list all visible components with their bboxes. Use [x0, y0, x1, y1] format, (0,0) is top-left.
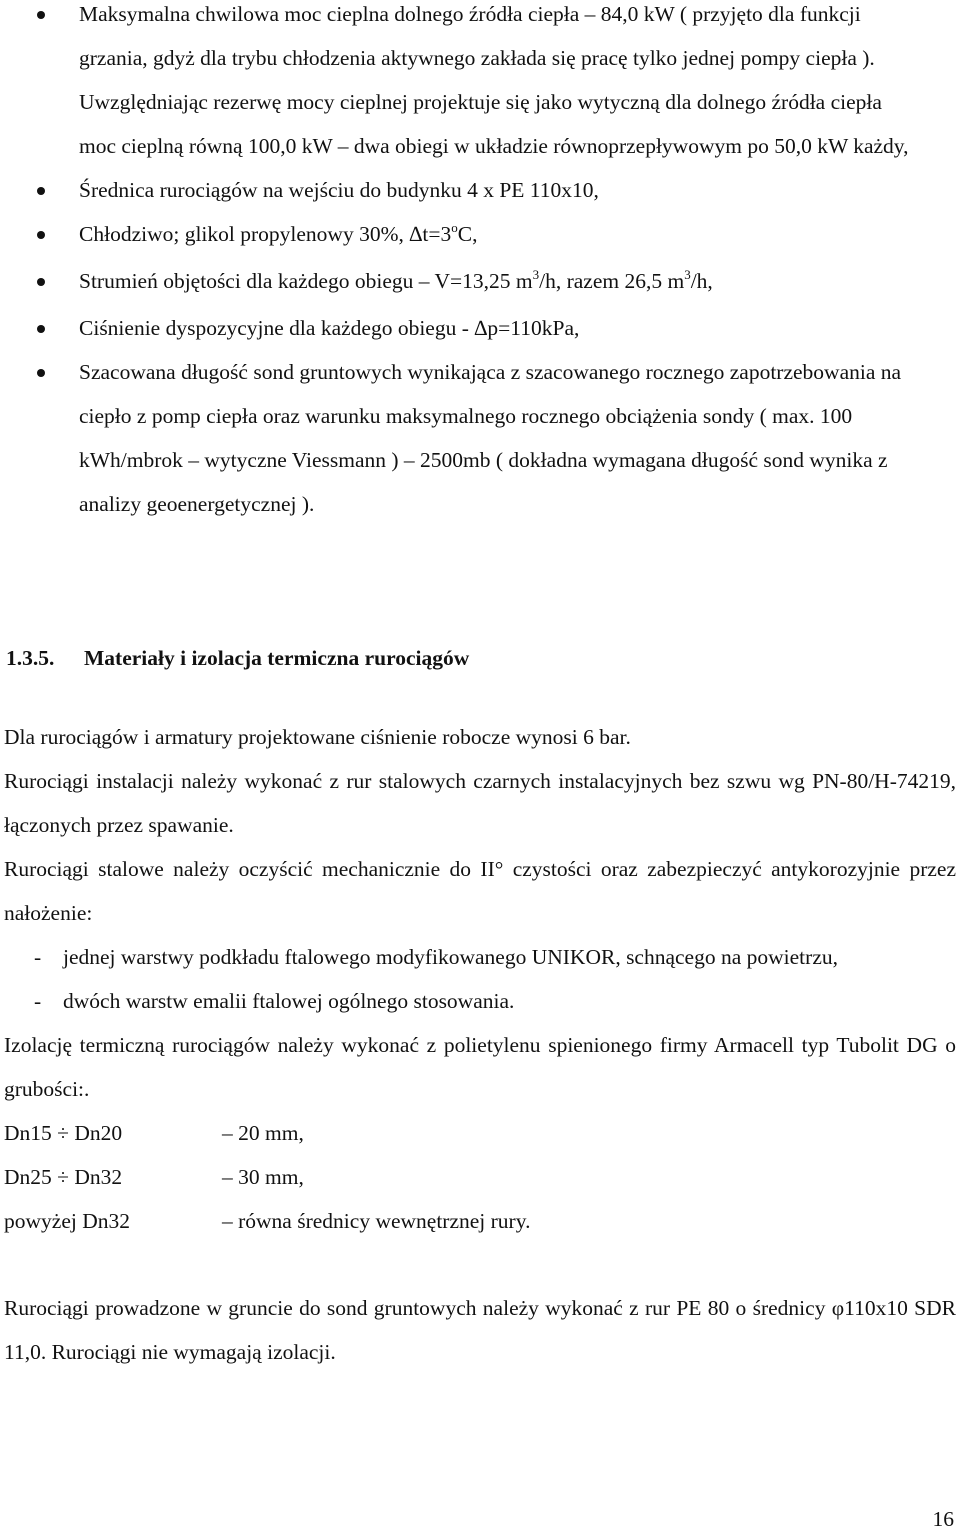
- list-item-text: /h, razem 26,5 m: [539, 269, 685, 293]
- insulation-range: Dn15 ÷ Dn20: [4, 1121, 123, 1145]
- list-item-text: /h,: [690, 269, 713, 293]
- section-heading: [6, 636, 469, 680]
- dash-marker: -: [34, 945, 42, 969]
- dash-list-text: dwóch warstw emalii ftalowej ogólnego stosowania.: [63, 989, 515, 1013]
- paragraph: Dla rurociągów i armatury projektowane ciśnienie robocze wynosi 6 bar.: [4, 725, 631, 749]
- paragraph: Rurociągi stalowe należy oczyścić mechanicznie do II° czystości oraz zabezpieczyć antykorozyjnie przez nałożenie:: [4, 857, 956, 925]
- list-item: [0, 350, 960, 526]
- insulation-range: Dn25 ÷ Dn32: [4, 1165, 123, 1189]
- list-item-text: Ciśnienie dyspozycyjne dla każdego obiegu - ∆p=110kPa,: [79, 316, 580, 340]
- insulation-range: powyżej Dn32: [4, 1209, 130, 1233]
- list-item: [0, 0, 960, 168]
- insulation-row: [4, 1111, 956, 1155]
- paragraph: Rurociągi prowadzone w gruncie do sond gruntowych należy wykonać z rur PE 80 o średnicy φ110x10 SDR 11,0. Rurociągi nie wymagają izolacji.: [4, 1296, 956, 1364]
- bullet-icon: [37, 325, 45, 333]
- insulation-value: – równa średnicy wewnętrznej rury.: [222, 1209, 531, 1233]
- list-item-text: Chłodziwo; glikol propylenowy 30%, ∆t=3: [79, 222, 452, 246]
- list-item: [0, 306, 960, 350]
- bullet-icon: [37, 278, 45, 286]
- list-item-text: Szacowana długość sond gruntowych wynikająca z szacowanego rocznego zapotrzebowania na ciepło z pomp ciepła oraz warunku maksymalnego rocznego obciążenia sondy ( max. 100 kWh/mbrok – wytyczne Viessmann ) – 2500mb ( dokładna wymagana długość sond wynika z analizy geoenergetycznej ).: [79, 360, 902, 516]
- insulation-value: – 20 mm,: [222, 1121, 304, 1145]
- insulation-row: [4, 1155, 956, 1199]
- list-item: [0, 168, 960, 212]
- dash-list-item: [4, 979, 956, 1023]
- paragraph: Izolację termiczną rurociągów należy wykonać z polietylenu spienionego firmy Armacell typ Tubolit DG o grubości:.: [4, 1033, 956, 1101]
- list-item: [0, 259, 960, 306]
- paragraph: Rurociągi instalacji należy wykonać z rur stalowych czarnych instalacyjnych bez szwu wg PN-80/H-74219, łączonych przez spawanie.: [4, 769, 956, 837]
- bullet-icon: [37, 369, 45, 377]
- bullet-icon: [37, 231, 45, 239]
- list-item-text: Maksymalna chwilowa moc cieplna dolnego źródła ciepła – 84,0 kW ( przyjęto dla funkcji grzania, gdyż dla trybu chłodzenia aktywnego zakłada się pracę tylko jednej pompy ciepła ). Uwzględniając rezerwę mocy cieplnej projektuje się jako wytyczną dla dolnego źródła ciepła moc cieplną równą 100,0 kW – dwa obiegi w układzie równoprzepływowym po 50,0 kW każdy,: [79, 2, 909, 158]
- insulation-row: [4, 1199, 956, 1243]
- list-item: [0, 212, 960, 259]
- section-number: 1.3.5.: [6, 646, 55, 670]
- spacer: [4, 1243, 956, 1286]
- bullet-list: [0, 0, 960, 526]
- section-title: Materiały i izolacja termiczna rurociągów: [84, 646, 470, 670]
- list-item-text: C,: [457, 222, 478, 246]
- dash-list-item: [4, 935, 956, 979]
- superscript: o: [451, 220, 458, 235]
- insulation-value: – 30 mm,: [222, 1165, 304, 1189]
- section-body: [4, 715, 956, 1374]
- dash-marker: -: [34, 989, 42, 1013]
- dash-list-text: jednej warstwy podkładu ftalowego modyfikowanego UNIKOR, schnącego na powietrzu,: [63, 945, 838, 969]
- superscript: 3: [684, 267, 691, 282]
- superscript: 3: [532, 267, 540, 282]
- bullet-icon: [37, 11, 45, 19]
- page-number: 16: [932, 1507, 954, 1531]
- bullet-icon: [37, 187, 45, 195]
- list-item-text: Średnica rurociągów na wejściu do budynku 4 x PE 110x10,: [79, 178, 599, 202]
- list-item-text: Strumień objętości dla każdego obiegu – V=13,25 m: [79, 269, 533, 293]
